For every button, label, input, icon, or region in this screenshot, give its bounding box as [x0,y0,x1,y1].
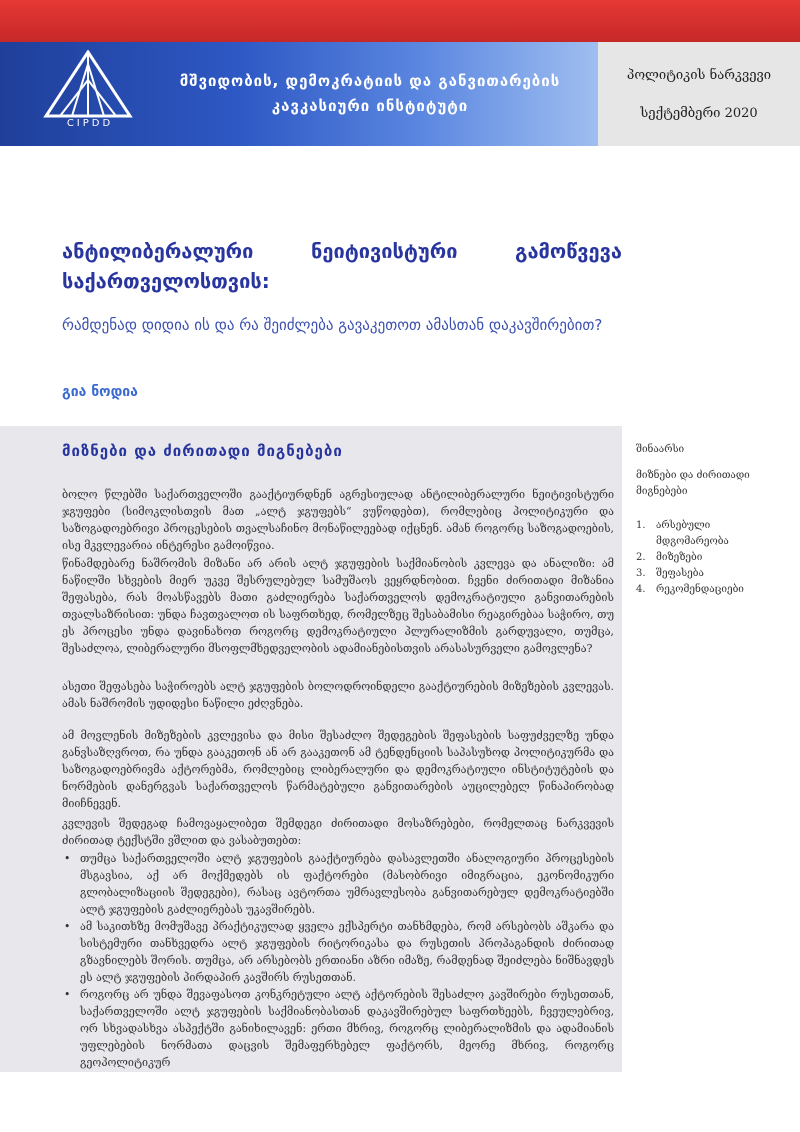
header-red-bar [0,0,800,42]
paragraph: ბოლო წლებში საქართველოში გააქტიურდნენ აგრესიულად ანტილიბერალური ნეიტივისტური ჯგუფები (სიმოკლისთვის მათ „ალტ ჯგუფებს“ ვუწოდებთ), რომლებიც პოლიტიკური და საზოგადოებრივი პროცესების თვალსაჩინო მონაწილეებად იქცნენ. ამან როგორც საზოგადოების, ისე მკვლევარია ინტერესი გამოიწვია. [62,488,614,552]
toc-item[interactable]: 1. არსებული მდგომარეობა [636,520,729,547]
toc-title: შინაარსი [636,444,685,455]
org-name-line1: მშვიდობის, დემოკრატიის და განვითარების [179,72,561,90]
toc-item[interactable]: 4. რეკომენდაციები [636,584,744,595]
toc-item[interactable]: 3. შეფასება [636,568,704,579]
list-item: • ამ საკითხზე მომუშავე პრაქტიკულად ყველა ექსპერტი თანხმდება, რომ არსებობს აშკარა და სისტემური თანხვედრა ალტ ჯგუფების რიტორიკასა და რუსეთის პროპაგანდის ძირითად გზავნილებს შორის. თუმცა, არ არსებობს ერთიანი აზრი იმაზე, რამდენად შეიძლება ნიშნავდეს ეს ალტ ჯგუფების პირდაპირ კავშირს რუსეთთან. [62,918,614,986]
paragraph: ასეთი შეფასება საჭიროებს ალტ ჯგუფების ბოლოდროინდელი გააქტიურების მიზეზების კვლევას. ამას ნაშრომის უდიდესი ნაწილი ეძღვნება. [62,680,614,710]
author-name: გია ნოდია [62,384,138,400]
paragraph: ამ მოვლენის მიზეზების კვლევისა და მისი შესაძლო შედეგების შეფასების საფუძველზე უნდა განვსაზღვროთ, რა უნდა გააკეთონ ან არ გააკეთონ ამ ტენდენციის საპასუხოდ პოლიტიკურმა და საზოგადოებრივმა აქტორებმა, რომლებიც ლიბერალური და დემოკრატიული ინსტიტუტების და ნორმების დანერგვას საქართველოს წარმატებული განვითარების აუცილებელ წინაპირობად მიიჩნევენ. [62,729,614,810]
list-item: • თუმცა საქართველოში ალტ ჯგუფების გააქტიურება დასავლეთში ანალოგიური პროცესების მსგავსია, აქ არ მოქმედებს ის ფაქტორები (მასობრივი იმიგრაცია, ეკონომიკური გლობალიზაციის შედეგები), რასაც ავტორთა უმრავლესობა განვითარებულ დემოკრატიებში ალტ ჯგუფების გაძლიერებას უკავშირებს. [62,850,614,918]
toc-list [636,518,786,598]
org-name-line2: კავკასიური ინსტიტუტი [271,97,469,115]
publication-date: სექტემბერი 2020 [640,106,758,121]
cipdd-logo-icon [42,50,134,118]
document-title: ანტილიბერალური ნეიტივისტური გამოწვევა საქართველოსთვის: [62,239,622,293]
paragraph: წინამდებარე ნაშრომის მიზანი არ არის ალტ ჯგუფების საქმიანობის კვლევა და ანალიზი: ამ ნაწილში სხვების მიერ უკვე შესრულებულ სამუშაოს ვეყრდნობით. ჩვენი ძირითადი მიზანია შეფასება, რას მოასწავებს მათი გაძლიერება საქართველოს დემოკრატიული განვითარების თვალსაზრისით: უნდა ჩავთვალოთ ის საფრთხედ, რომელზეც შესაბამისი რეაგირებაა საჭირო, თუ ეს პროცესი უნდა დავინახოთ როგორც დემოკრატიული პლურალიზმის გარდუვალი, თუმცა, შესაძლოა, ლიბერალური მსოფლმხედველობის ადამიანებისთვის არასასურველი გამოვლენა? [62,557,614,655]
paragraph: კვლევის შედეგად ჩამოვაყალიბეთ შემდეგი ძირითადი მოსაზრებები, რომელთაც ნარკვევის ძირითად ტექსტში ვშლით და ვასაბუთებთ: [62,817,614,847]
header-info-box [598,42,800,146]
toc-intro-link[interactable]: მიზნები და ძირითადი მიგნებები [636,470,750,497]
document-subtitle: რამდენად დიდია ის და რა შეიძლება გავაკეთოთ ამასთან დაკავშირებით? [62,316,603,334]
section-heading: მიზნები და ძირითადი მიგნებები [62,442,343,460]
findings-list [62,850,614,1071]
logo-wordmark: CIPDD [66,118,114,129]
toc-item[interactable]: 2. მიზეზები [636,552,703,563]
brief-type: პოლიტიკის ნარკვევი [626,68,772,83]
list-item: • როგორც არ უნდა შევაფასოთ კონკრეტული ალტ აქტორების შესაძლო კავშირები რუსეთთან, საქართველოში ალტ ჯგუფების საქმიანობასთან დაკავშირებულ საფრთხეებს, ჩვეულებრივ, ორ სხვადასხვა ასპექტში განიხილავენ: ერთი მხრივ, როგორც ლიბერალიზმის და ადამიანის უფლებების ნორმათა დაცვის შემაფერხებელ ფაქტორს, მეორე მხრივ, როგორც გეოპოლიტიკურ [62,986,614,1071]
